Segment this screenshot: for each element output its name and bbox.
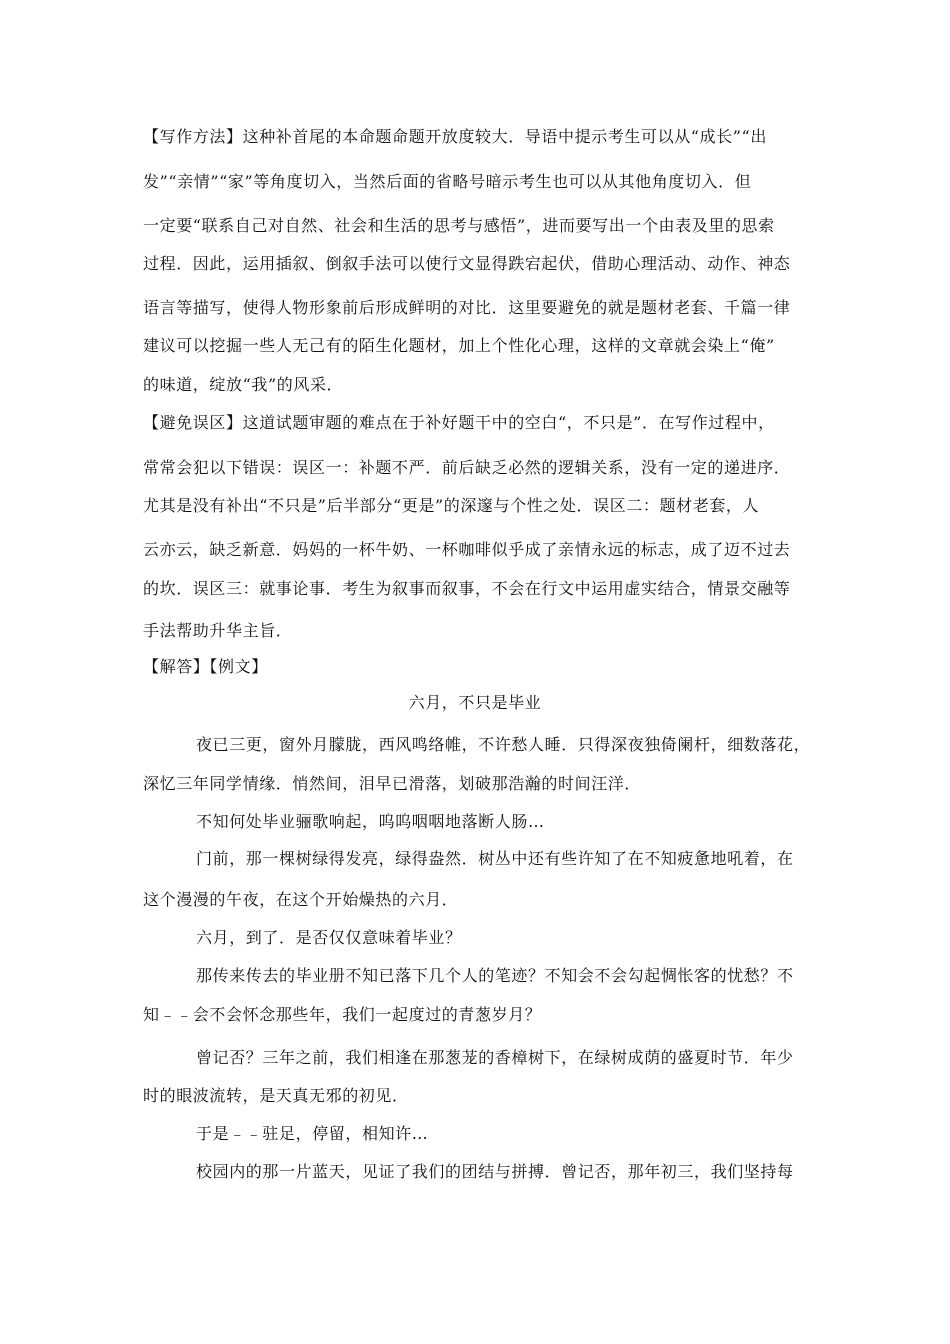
essay-line: 知﹣﹣会不会怀念那些年，我们一起度过的青葱岁月？ (143, 1005, 542, 1024)
essay-line: 夜已三更，窗外月朦胧，西风鸣络帷，不许愁人睡．只得深夜独倚阑杆，细数落花， (196, 735, 811, 754)
essay-line: 深忆三年同学情缘．悄然间，泪早已滑落，划破那浩瀚的时间汪洋． (143, 774, 642, 793)
answer-label: 【解答】【例文】 (143, 657, 268, 676)
pitfall-line: 尤其是没有补出“不只是”后半部分“更是”的深邃与个性之处．误区二：题材老套，人 (143, 496, 760, 515)
essay-line: 曾记否？三年之前，我们相逢在那葱茏的香樟树下，在绿树成荫的盛夏时节．年少 (196, 1048, 794, 1067)
essay-line: 于是﹣﹣驻足，停留，相知许… (196, 1124, 429, 1143)
method-line: 发”“亲情”“家”等角度切入，当然后面的省略号暗示考生也可以从其他角度切入．但 (143, 172, 752, 191)
method-line: 一定要“联系自己对自然、社会和生活的思考与感悟”，进而要写出一个由表及里的思索 (143, 216, 775, 235)
method-line: 语言等描写，使得人物形象前后形成鲜明的对比．这里要避免的就是题材老套、千篇一律 (143, 298, 791, 317)
essay-line: 六月，到了．是否仅仅意味着毕业？ (196, 928, 462, 947)
method-line: 的味道，绽放“我”的风采． (143, 375, 344, 394)
essay-line: 不知何处毕业骊歌响起，呜呜咽咽地落断人肠… (196, 812, 545, 831)
essay-line: 校园内的那一片蓝天，见证了我们的团结与拼搏．曾记否，那年初三，我们坚持每 (196, 1162, 794, 1181)
pitfall-line: 的坎．误区三：就事论事．考生为叙事而叙事，不会在行文中运用虚实结合，情景交融等 (143, 579, 791, 598)
method-line: 过程．因此，运用插叙、倒叙手法可以使行文显得跌宕起伏，借助心理活动、动作、神态 (143, 254, 791, 273)
essay-line: 门前，那一棵树绿得发亮，绿得盎然．树丛中还有些许知了在不知疲惫地吼着，在 (196, 849, 794, 868)
pitfall-line: 云亦云，缺乏新意．妈妈的一杯牛奶、一杯咖啡似乎成了亲情永远的标志，成了迈不过去 (143, 540, 791, 559)
essay-line: 这个漫漫的午夜，在这个开始燥热的六月． (143, 890, 459, 909)
pitfall-line: 【避免误区】这道试题审题的难点在于补好题干中的空白“，不只是”．在写作过程中， (143, 413, 775, 432)
pitfall-line: 手法帮助升华主旨． (143, 621, 293, 640)
pitfall-line: 常常会犯以下错误：误区一：补题不严．前后缺乏必然的逻辑关系，没有一定的递进序． (143, 458, 791, 477)
essay-line: 那传来传去的毕业册不知已落下几个人的笔迹？不知会不会勾起惆怅客的忧愁？不 (196, 966, 794, 985)
method-line: 【写作方法】这种补首尾的本命题命题开放度较大．导语中提示考生可以从“成长”“出 (143, 127, 767, 146)
method-line: 建议可以挖掘一些人无己有的陌生化题材，加上个性化心理，这样的文章就会染上“俺” (143, 336, 775, 355)
essay-title: 六月，不只是毕业 (408, 693, 542, 712)
essay-line: 时的眼波流转，是天真无邪的初见． (143, 1086, 409, 1105)
